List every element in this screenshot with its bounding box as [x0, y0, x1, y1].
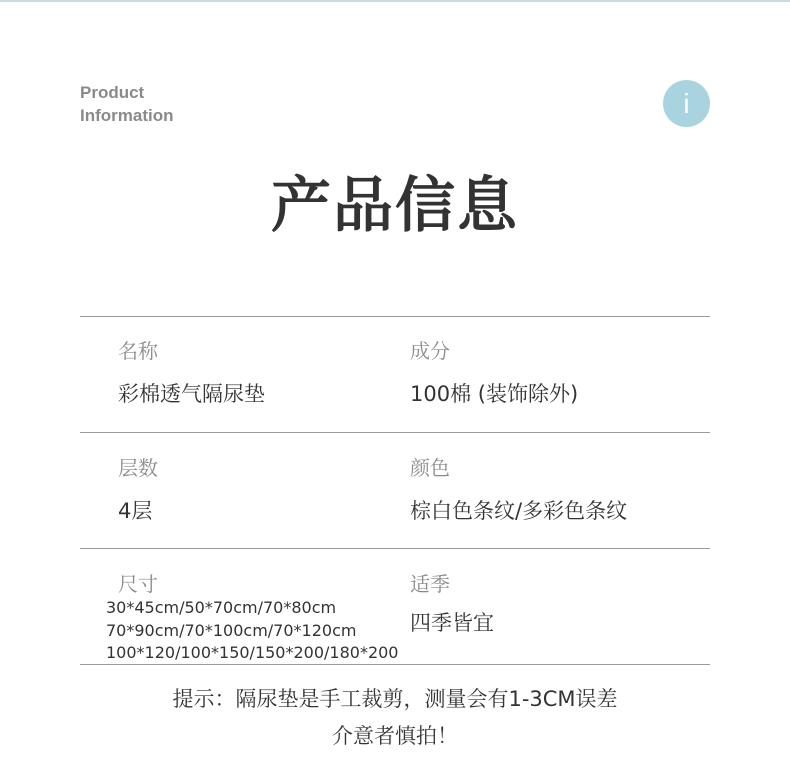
spec-season — [410, 571, 494, 637]
size-list — [106, 597, 398, 665]
spec-value: 四季皆宜 — [410, 611, 494, 635]
top-divider — [0, 0, 790, 2]
spec-label: 层数 — [118, 456, 158, 480]
spec-value: 4层 — [118, 499, 153, 523]
eyebrow-line-2: Information — [80, 106, 174, 125]
spec-label: 成分 — [410, 339, 450, 363]
spec-color — [410, 455, 627, 525]
section-eyebrow — [80, 81, 174, 127]
note-line-1: 提示：隔尿垫是手工裁剪，测量会有1-3CM误差 — [172, 687, 618, 711]
size-line: 30*45cm/50*70cm/70*80cm — [106, 598, 337, 617]
spec-composition — [410, 338, 578, 408]
spec-name — [118, 338, 265, 408]
page-title: 产品信息 — [271, 171, 519, 241]
table-divider — [80, 548, 710, 549]
table-divider — [80, 316, 710, 317]
size-line: 70*90cm/70*100cm/70*120cm — [106, 620, 357, 640]
spec-value: 棕白色条纹/多彩色条纹 — [410, 499, 628, 523]
spec-label: 名称 — [118, 339, 158, 363]
table-divider — [80, 432, 710, 433]
info-icon: i — [663, 80, 710, 127]
note-line-2: 介意者慎拍！ — [332, 724, 458, 748]
measurement-note — [0, 681, 790, 755]
spec-value: 彩棉透气隔尿垫 — [118, 382, 265, 406]
spec-value: 100棉 (装饰除外) — [410, 382, 579, 406]
spec-size — [118, 571, 158, 597]
spec-layers — [118, 455, 158, 525]
spec-label: 颜色 — [410, 456, 450, 480]
eyebrow-line-1: Product — [80, 83, 145, 102]
size-line: 100*120/100*150/150*200/180*200 — [106, 643, 399, 662]
spec-label: 适季 — [410, 572, 450, 596]
table-divider — [80, 664, 710, 665]
spec-label: 尺寸 — [118, 572, 158, 596]
